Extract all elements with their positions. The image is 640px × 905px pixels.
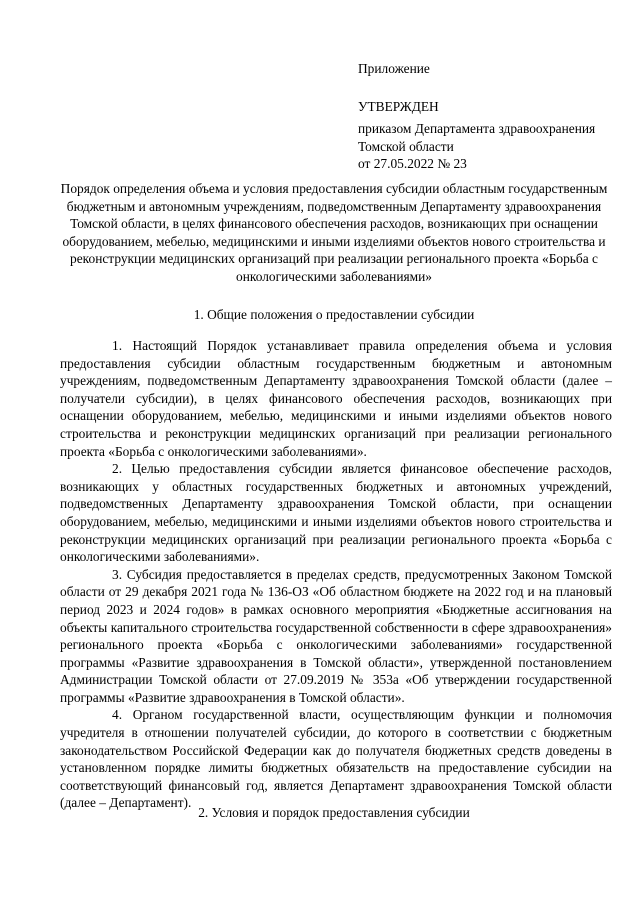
paragraph: 3. Субсидия предоставляется в пределах средств, предусмотренных Законом Томской области от 29 декабря 2021 года № 136-ОЗ «Об областном бюджете на 2022 год и на плановый период 2023 и 2024 годов» в рамках основного мероприятия «Бюджетные ассигнования на объекты капитального строительства государственной собственности в сфере здравоохранения» регионального проекта «Борьба с онкологическими заболеваниями» государственной программы «Развитие здравоохранения в Томской области», утвержденной постановлением Администрации Томской области от 27.09.2019 № 353а «Об утверждении государственной программы «Развитие здравоохранения в Томской области». [60,566,612,705]
order-line: Томской области [358,138,454,154]
section-heading: 2. Условия и порядок предоставления субсидии [198,805,470,820]
paragraph: 2. Целью предоставления субсидии является финансовое обеспечение расходов, возникающих у областных государственных бюджетных и автономных учреждений, подведомственных Департаменту здравоохранения Томской области, при оснащении оборудованием, мебелью, медицинскими и иными изделиями объектов нового строительства и реконструкции медицинских организаций при реализации регионального проекта «Борьба с онкологическими заболеваниями». [60,461,612,565]
order-line: приказом Департамента здравоохранения [358,121,596,136]
section-heading: 1. Общие положения о предоставлении субсидии [193,307,475,322]
approval-block [358,60,628,173]
paragraph: 4. Органом государственной власти, осуществляющим функции и полномочия учредителя в отношении получателей субсидии, до которого в соответствии с бюджетным законодательством Российской Федерации как до получателя бюджетных средств доведены в установленном порядке лимиты бюджетных обязательств на предоставление субсидии на соответствующий финансовый год, является Департамент здравоохранения Томской области (далее – Департамент). [60,707,612,811]
appendix-label: Приложение [358,61,430,76]
approved-label: УТВЕРЖДЕН [358,99,439,114]
order-date-line: от 27.05.2022 № 23 [358,156,467,172]
section-body [60,337,612,812]
document-title: Порядок определения объема и условия предоставления субсидии областным государственным бюджетным и автономным учреждениям, подведомственным Департаменту здравоохранения Томской области, в целях финансового обеспечения расходов, возникающих при оснащении оборудованием, мебелью, медицинскими и иными изделиями объектов нового строительства и реконструкции медицинских организаций при реализации регионального проекта «Борьба с онкологическими заболеваниями» [60,181,608,284]
paragraph: 1. Настоящий Порядок устанавливает правила определения объема и условия предоставления субсидии областным государственным бюджетным и автономным учреждениям, подведомственным Департаменту здравоохранения Томской области (далее – получатели субсидии), в целях финансового обеспечения расходов, возникающих при оснащении оборудованием, мебелью, медицинскими и иными изделиями объектов нового строительства и реконструкции медицинских организаций при реализации регионального проекта «Борьба с онкологическими заболеваниями». [60,338,612,459]
